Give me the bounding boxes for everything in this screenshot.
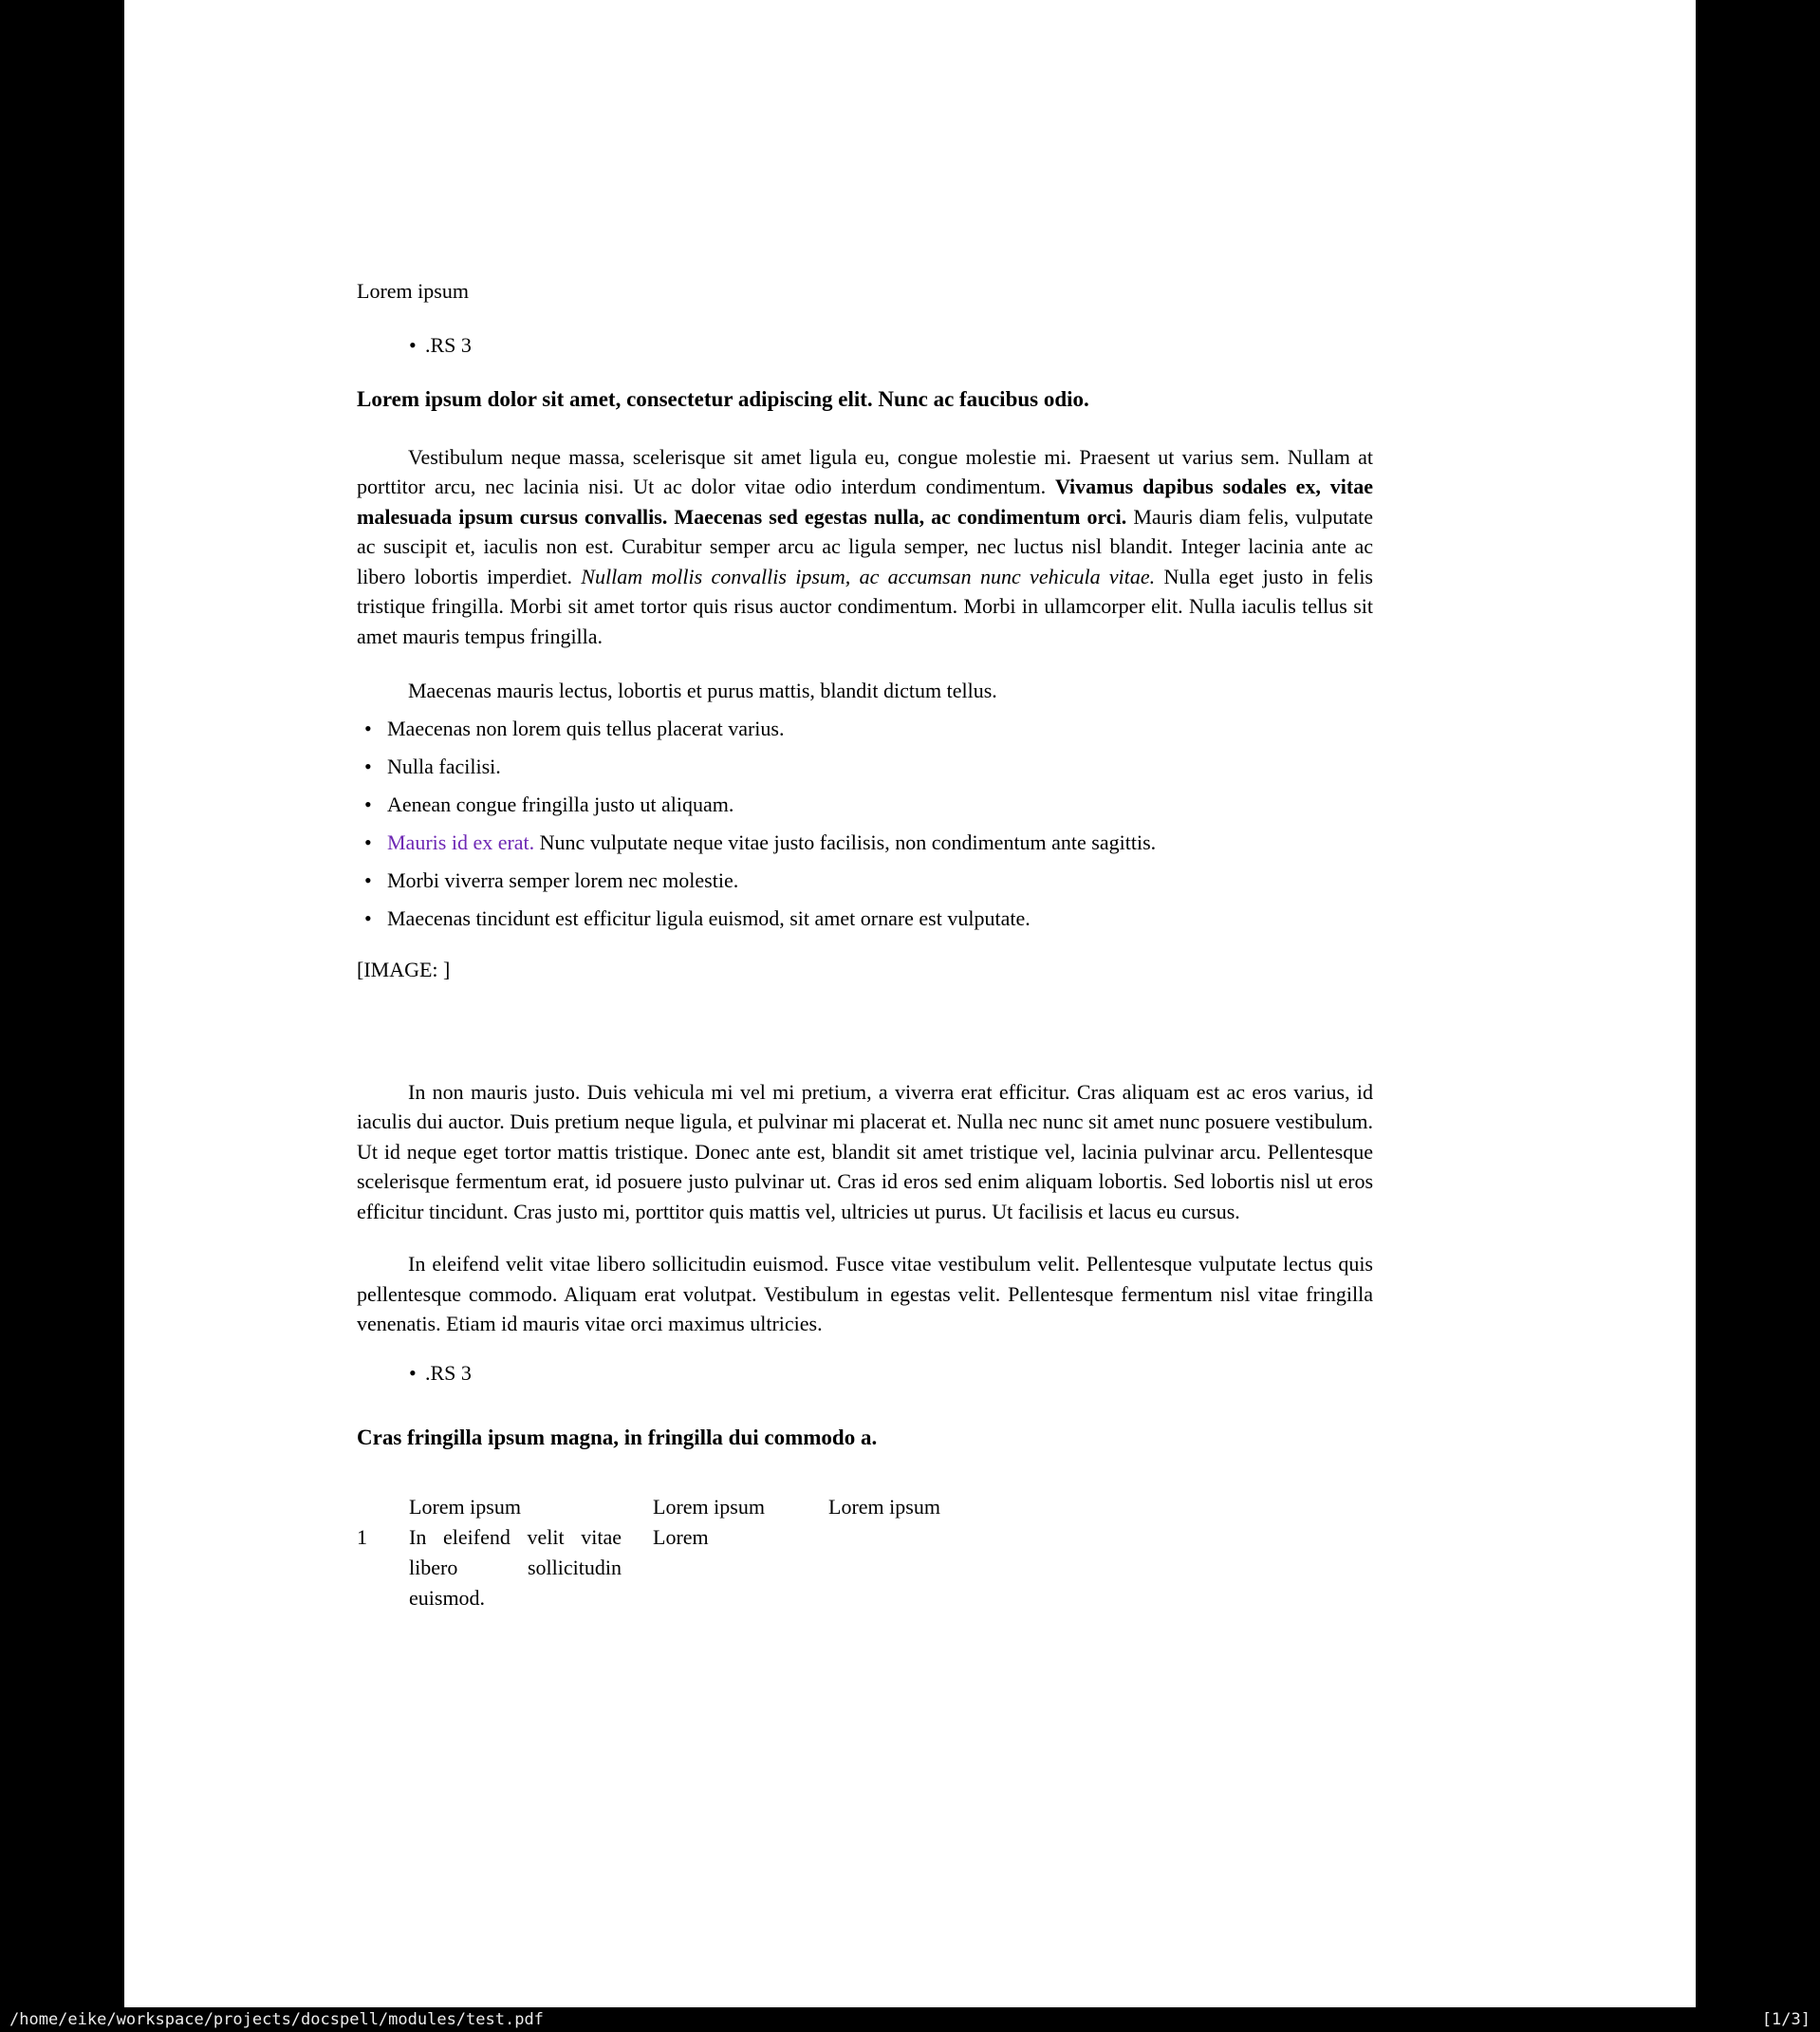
bullet-dot-icon: • <box>364 867 372 892</box>
image-placeholder: [IMAGE: ] <box>357 958 451 981</box>
document-page[interactable] <box>124 0 1696 2007</box>
bullet-dot-icon: • <box>364 792 372 816</box>
table-header-col-1: Lorem ipsum <box>409 1494 521 1519</box>
table-row-number: 1 <box>357 1524 367 1549</box>
list-item-text: Maecenas tincidunt est efficitur ligula euismod, sit amet ornare est vulputate. <box>387 905 1031 930</box>
list-item <box>357 866 1373 896</box>
table-header-col-3: Lorem ipsum <box>828 1494 940 1519</box>
paragraph-2: Maecenas mauris lectus, lobortis et purus mattis, blandit dictum tellus. <box>408 679 997 702</box>
document-content <box>357 0 1373 1613</box>
document-hyperlink[interactable]: Mauris id ex erat. <box>387 830 535 854</box>
bullet-dot-icon: • <box>364 754 372 778</box>
list-item-rest: Nunc vulputate neque vitae justo facilisis, non condimentum ante sagittis. <box>534 830 1157 854</box>
data-table <box>357 1492 1373 1613</box>
rs-macro-text: .RS 3 <box>425 1360 472 1385</box>
bullet-dot-icon: • <box>364 830 372 854</box>
bullet-list <box>357 714 1373 934</box>
table-cell-empty <box>828 1522 1373 1613</box>
bullet-dot-icon: • <box>364 716 372 740</box>
rs-macro-bullet-top <box>409 330 1373 361</box>
table-cell-value: Lorem <box>653 1524 709 1549</box>
list-item <box>357 904 1373 934</box>
bullet-dot-icon: • <box>364 905 372 930</box>
paragraph-4: In eleifend velit vitae libero sollicitudin euismod. Fusce vitae vestibulum velit. Pellentesque vulputate lectus quis pellentesque commodo. Aliquam erat volutpat. Vestibulum in egestas velit. Pellentesque fermentum nisl vitae fringilla venenatis. Etiam id mauris vitae orci maximus ultricies. <box>357 1252 1373 1335</box>
rs-macro-text: .RS 3 <box>425 332 472 357</box>
list-item-text: Morbi viverra semper lorem nec molestie. <box>387 867 739 892</box>
statusbar-file-path: /home/eike/workspace/projects/docspell/modules/test.pdf <box>9 2010 544 2029</box>
paragraph-1-normal-1: Vestibulum neque massa, scelerisque sit amet ligula eu, congue molestie mi. Praesent ut varius sem. Nullam at porttitor arcu, nec lacinia nisi. Ut ac dolor vitae odio interdum condimentum. <box>357 444 1373 498</box>
list-item <box>357 752 1373 782</box>
intro-line: Lorem ipsum <box>357 279 469 303</box>
paragraph-1 <box>357 442 1373 652</box>
statusbar <box>0 2007 1820 2032</box>
paragraph-1-normal-3: Nulla eget justo in felis tristique fringilla. Morbi sit amet tortor quis risus auctor condimentum. Morbi in ullamcorper elit. Nulla iaculis tellus sit amet mauris tempus fringilla. <box>357 564 1373 648</box>
table-header-col-2: Lorem ipsum <box>653 1494 765 1519</box>
list-item-text: Maecenas non lorem quis tellus placerat varius. <box>387 716 785 740</box>
paragraph-1-italic-run: Nullam mollis convallis ipsum, ac accumsan nunc vehicula vitae. <box>581 564 1156 588</box>
statusbar-page-indicator: [1/3] <box>1761 2010 1811 2029</box>
rs-macro-bullet-bottom <box>409 1358 1373 1389</box>
bullet-dot-icon: • <box>409 332 417 357</box>
list-item <box>357 790 1373 820</box>
list-item <box>357 828 1373 858</box>
bullet-dot-icon: • <box>409 1360 417 1385</box>
list-item-text: Nulla facilisi. <box>387 754 501 778</box>
list-item <box>357 714 1373 744</box>
section-heading-1: Lorem ipsum dolor sit amet, consectetur adipiscing elit. Nunc ac faucibus odio. <box>357 387 1089 411</box>
list-item-text <box>387 828 1373 858</box>
list-item-text: Aenean congue fringilla justo ut aliquam. <box>387 792 734 816</box>
paragraph-1-normal-2: Mauris diam felis, vulputate ac suscipit et, iaculis non est. Curabitur semper arcu ac ligula semper, nec luctus nisl blandit. Integer lacinia ante ac libero lobortis imperdiet. <box>357 504 1373 588</box>
paragraph-3: In non mauris justo. Duis vehicula mi vel mi pretium, a viverra erat efficitur. Cras aliquam est ac eros varius, id iaculis dui auctor. Duis pretium neque ligula, et pulvinar mi placerat et. Nulla nec nunc sit amet nunc posuere vestibulum. Ut id neque eget tortor mattis tristique. Donec ante est, blandit sit amet tristique vel, lacinia pulvinar arcu. Pellentesque scelerisque fermentum erat, id posuere justo pulvinar ut. Cras id eros sed enim aliquam lobortis. Sed lobortis nisl ut eros efficitur tincidunt. Cras justo mi, porttitor quis mattis vel, ultricies ut purus. Ut facilisis et lacus eu cursus. <box>357 1079 1373 1223</box>
paragraph-1-bold-run: Vivamus dapibus sodales ex, vitae malesuada ipsum cursus convallis. Maecenas sed egestas nulla, ac condimentum orci. <box>357 475 1373 529</box>
section-heading-2: Cras fringilla ipsum magna, in fringilla dui commodo a. <box>357 1426 878 1449</box>
table-cell-description: In eleifend velit vitae libero sollicitudin euismod. <box>409 1524 622 1610</box>
table-header-spacer <box>357 1492 409 1522</box>
